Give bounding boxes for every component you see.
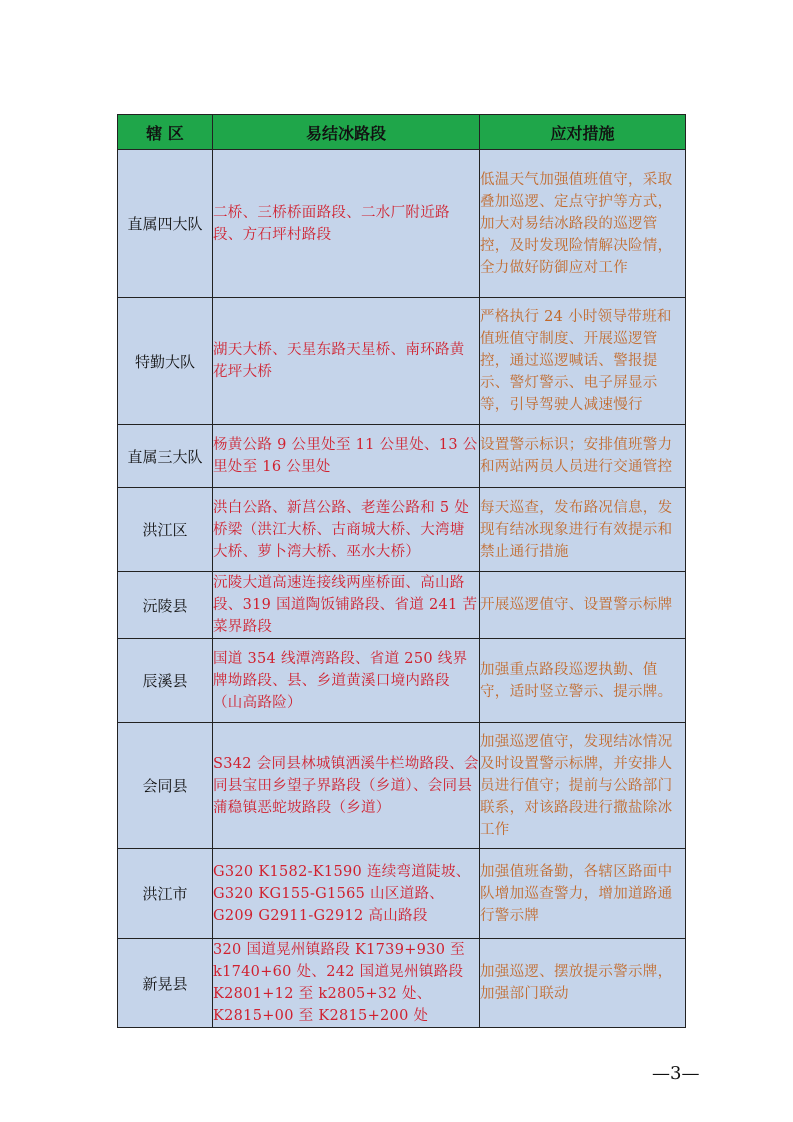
district-cell: 特勤大队: [118, 298, 213, 425]
measures-cell: 设置警示标识；安排值班警力和两站两员人员进行交通管控: [480, 425, 686, 488]
roads-cell: 杨黄公路 9 公里处至 11 公里处、13 公里处至 16 公里处: [213, 425, 480, 488]
district-cell: 洪江区: [118, 488, 213, 572]
measures-cell: 加强巡逻值守，发现结冰情况及时设置警示标牌，并安排人员进行值守；提前与公路部门联系，对该路段进行撒盐除冰工作: [480, 723, 686, 849]
district-cell: 新晃县: [118, 939, 213, 1028]
measures-cell: 每天巡查，发布路况信息，发现有结冰现象进行有效提示和禁止通行措施: [480, 488, 686, 572]
roads-cell: 洪白公路、新莒公路、老莲公路和 5 处桥梁（洪江大桥、古商城大桥、大湾塘大桥、萝卜湾大桥、巫水大桥）: [213, 488, 480, 572]
header-roads: 易结冰路段: [213, 115, 480, 150]
header-district: 辖 区: [118, 115, 213, 150]
measures-cell: 低温天气加强值班值守，采取叠加巡逻、定点守护等方式，加大对易结冰路段的巡逻管控，及时发现险情解决险情，全力做好防御应对工作: [480, 150, 686, 298]
header-measures: 应对措施: [480, 115, 686, 150]
table-row: [118, 572, 686, 639]
table-header-row: [118, 115, 686, 150]
measures-cell: 开展巡逻值守、设置警示标牌: [480, 572, 686, 639]
district-cell: 直属三大队: [118, 425, 213, 488]
table-row: [118, 425, 686, 488]
page-number: —3—: [652, 1063, 700, 1084]
district-cell: 洪江市: [118, 849, 213, 939]
table-row: [118, 488, 686, 572]
icy-road-table: [117, 114, 686, 1028]
district-cell: 辰溪县: [118, 639, 213, 723]
district-cell: 沅陵县: [118, 572, 213, 639]
district-cell: 会同县: [118, 723, 213, 849]
table-row: [118, 150, 686, 298]
measures-cell: 加强值班备勤，各辖区路面中队增加巡查警力，增加道路通行警示牌: [480, 849, 686, 939]
roads-cell: 二桥、三桥桥面路段、二水厂附近路段、方石坪村路段: [213, 150, 480, 298]
measures-cell: 加强巡逻、摆放提示警示牌，加强部门联动: [480, 939, 686, 1028]
roads-cell: 国道 354 线潭湾路段、省道 250 线界牌坳路段、县、乡道黄溪口境内路段（山高路险）: [213, 639, 480, 723]
measures-cell: 严格执行 24 小时领导带班和值班值守制度、开展巡逻管控，通过巡逻喊话、警报提示、警灯警示、电子屏显示等，引导驾驶人减速慢行: [480, 298, 686, 425]
roads-cell: 沅陵大道高速连接线两座桥面、高山路段、319 国道陶饭铺路段、省道 241 苦菜界路段: [213, 572, 480, 639]
roads-cell: G320 K1582-K1590 连续弯道陡坡、G320 KG155-G1565 山区道路、G209 G2911-G2912 高山路段: [213, 849, 480, 939]
table-row: [118, 939, 686, 1028]
roads-cell: S342 会同县林城镇洒溪牛栏坳路段、会同县宝田乡望子界路段（乡道）、会同县蒲稳镇恶蛇坡路段（乡道）: [213, 723, 480, 849]
district-cell: 直属四大队: [118, 150, 213, 298]
table-row: [118, 298, 686, 425]
roads-cell: 湖天大桥、天星东路天星桥、南环路黄花坪大桥: [213, 298, 480, 425]
table-row: [118, 723, 686, 849]
table-row: [118, 639, 686, 723]
measures-cell: 加强重点路段巡逻执勤、值守，适时竖立警示、提示牌。: [480, 639, 686, 723]
roads-cell: 320 国道晃州镇路段 K1739+930 至 k1740+60 处、242 国道晃州镇路段 K2801+12 至 k2805+32 处、K2815+00 至 K2815+200 处: [213, 939, 480, 1028]
table-row: [118, 849, 686, 939]
